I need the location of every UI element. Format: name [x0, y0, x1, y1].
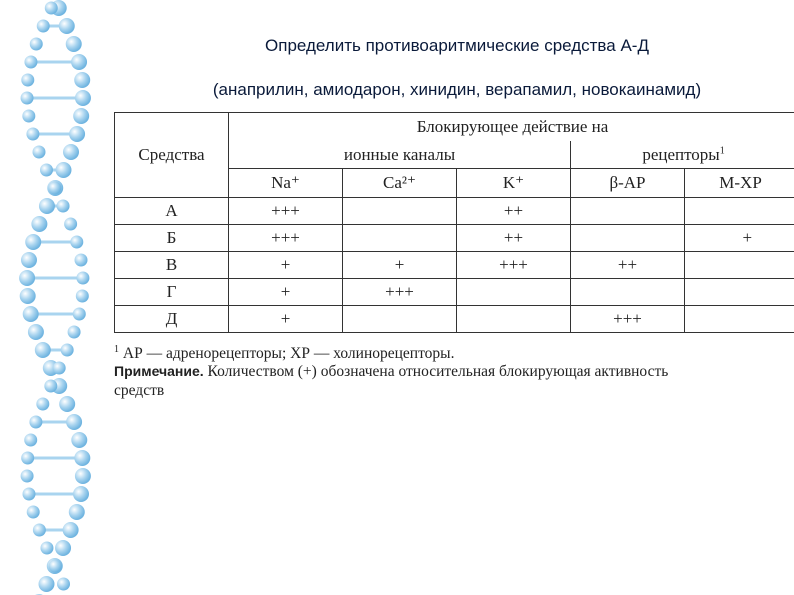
helix-bead	[40, 542, 53, 555]
helix-bead	[30, 38, 43, 51]
helix-bead	[22, 488, 35, 501]
helix-bead	[66, 36, 82, 52]
helix-bead	[39, 198, 55, 214]
drug-label: Г	[115, 279, 229, 306]
helix-bead	[23, 306, 39, 322]
helix-bead	[55, 540, 71, 556]
cell-ca	[343, 225, 457, 252]
note-text: Количеством (+) обозначена относительная блокирующая активность	[203, 363, 669, 380]
helix-bead	[66, 414, 82, 430]
helix-bead	[71, 432, 87, 448]
page-title: Определить противоаритмические средства А-Д	[265, 36, 649, 55]
helix-bead	[63, 522, 79, 538]
helix-bead	[59, 18, 75, 34]
helix-bead	[24, 434, 37, 447]
helix-bead	[75, 254, 88, 267]
cell-k: ++	[457, 225, 571, 252]
cell-beta-ar: ++	[571, 252, 685, 279]
table-row	[115, 252, 794, 279]
cell-k	[457, 306, 571, 333]
helix-bead	[20, 288, 36, 304]
footnote-mark: 1	[719, 144, 725, 156]
cell-m-chr	[685, 306, 794, 333]
helix-bead	[57, 578, 70, 591]
cell-k: ++	[457, 198, 571, 225]
helix-bead	[55, 162, 71, 178]
cell-beta-ar: +++	[571, 306, 685, 333]
subcol-m-chr: М-ХР	[685, 169, 794, 198]
header-blocking-action: Блокирующее действие на	[229, 113, 794, 142]
helix-bead	[32, 146, 45, 159]
table-row	[115, 225, 794, 252]
helix-bead	[40, 164, 53, 177]
cell-m-chr	[685, 198, 794, 225]
helix-bead	[21, 92, 34, 105]
cell-m-chr: +	[685, 225, 794, 252]
cell-m-chr	[685, 252, 794, 279]
helix-bead	[21, 74, 34, 87]
helix-bead	[38, 576, 54, 592]
helix-bead	[21, 470, 34, 483]
table-row	[115, 279, 794, 306]
helix-bead	[74, 450, 90, 466]
helix-bead	[73, 108, 89, 124]
header-ion-channels: ионные каналы	[229, 141, 571, 169]
cell-na: +	[229, 306, 343, 333]
cell-m-chr	[685, 279, 794, 306]
helix-bead	[22, 110, 35, 123]
helix-bead	[75, 90, 91, 106]
cell-k: +++	[457, 252, 571, 279]
table-footnote	[114, 344, 454, 363]
cell-na: +++	[229, 198, 343, 225]
helix-bead	[73, 486, 89, 502]
helix-bead	[71, 54, 87, 70]
helix-bead	[33, 524, 46, 537]
helix-bead	[64, 218, 77, 231]
header-drugs: Средства	[115, 113, 229, 198]
helix-bead	[76, 272, 89, 285]
drug-label: Д	[115, 306, 229, 333]
cell-k	[457, 279, 571, 306]
dna-helix-decoration	[0, 0, 115, 595]
cell-na: +	[229, 252, 343, 279]
cell-beta-ar	[571, 198, 685, 225]
helix-bead	[69, 126, 85, 142]
helix-bead	[69, 504, 85, 520]
helix-bead	[75, 468, 91, 484]
table-row	[115, 198, 794, 225]
drug-label: Б	[115, 225, 229, 252]
drug-label: А	[115, 198, 229, 225]
helix-bead	[25, 234, 41, 250]
helix-bead	[35, 342, 51, 358]
table-row	[115, 306, 794, 333]
helix-bead	[37, 20, 50, 33]
drug-label: В	[115, 252, 229, 279]
helix-bead	[45, 2, 58, 15]
page-subtitle: (анаприлин, амиодарон, хинидин, верапамил, новокаинамид)	[212, 80, 702, 99]
helix-bead	[31, 216, 47, 232]
cell-na: +	[229, 279, 343, 306]
cell-ca: +++	[343, 279, 457, 306]
cell-ca	[343, 306, 457, 333]
cell-ca: +	[343, 252, 457, 279]
cell-na: +++	[229, 225, 343, 252]
subcol-na: Na⁺	[229, 169, 343, 198]
helix-bead	[26, 128, 39, 141]
helix-bead	[48, 182, 61, 195]
footnote-number: 1	[114, 344, 119, 355]
table-note	[114, 363, 668, 381]
subcol-k: K⁺	[457, 169, 571, 198]
cell-beta-ar	[571, 279, 685, 306]
helix-bead	[57, 200, 70, 213]
helix-bead	[73, 308, 86, 321]
subcol-beta-ar: β-АР	[571, 169, 685, 198]
helix-bead	[59, 396, 75, 412]
helix-bead	[21, 252, 37, 268]
helix-bead	[29, 416, 42, 429]
antiarrhythmic-table	[114, 112, 794, 333]
helix-bead	[61, 344, 74, 357]
cell-beta-ar	[571, 225, 685, 252]
helix-bead	[19, 270, 35, 286]
note-label: Примечание.	[114, 363, 204, 379]
helix-bead	[27, 506, 40, 519]
helix-bead	[36, 398, 49, 411]
helix-bead	[70, 236, 83, 249]
helix-bead	[74, 72, 90, 88]
helix-bead	[28, 324, 44, 340]
helix-bead	[21, 452, 34, 465]
helix-bead	[68, 326, 81, 339]
helix-bead	[49, 560, 62, 573]
footnote-text: АР — адренорецепторы; ХР — холинорецепторы.	[122, 345, 455, 363]
helix-bead	[24, 56, 37, 69]
helix-bead	[44, 380, 57, 393]
header-receptors: рецепторы$^1$	[571, 141, 794, 169]
helix-bead	[76, 290, 89, 303]
helix-bead	[63, 144, 79, 160]
subcol-ca: Ca²⁺	[343, 169, 457, 198]
cell-ca	[343, 198, 457, 225]
helix-bead	[53, 362, 66, 375]
table-note-continuation: средств	[114, 382, 165, 399]
